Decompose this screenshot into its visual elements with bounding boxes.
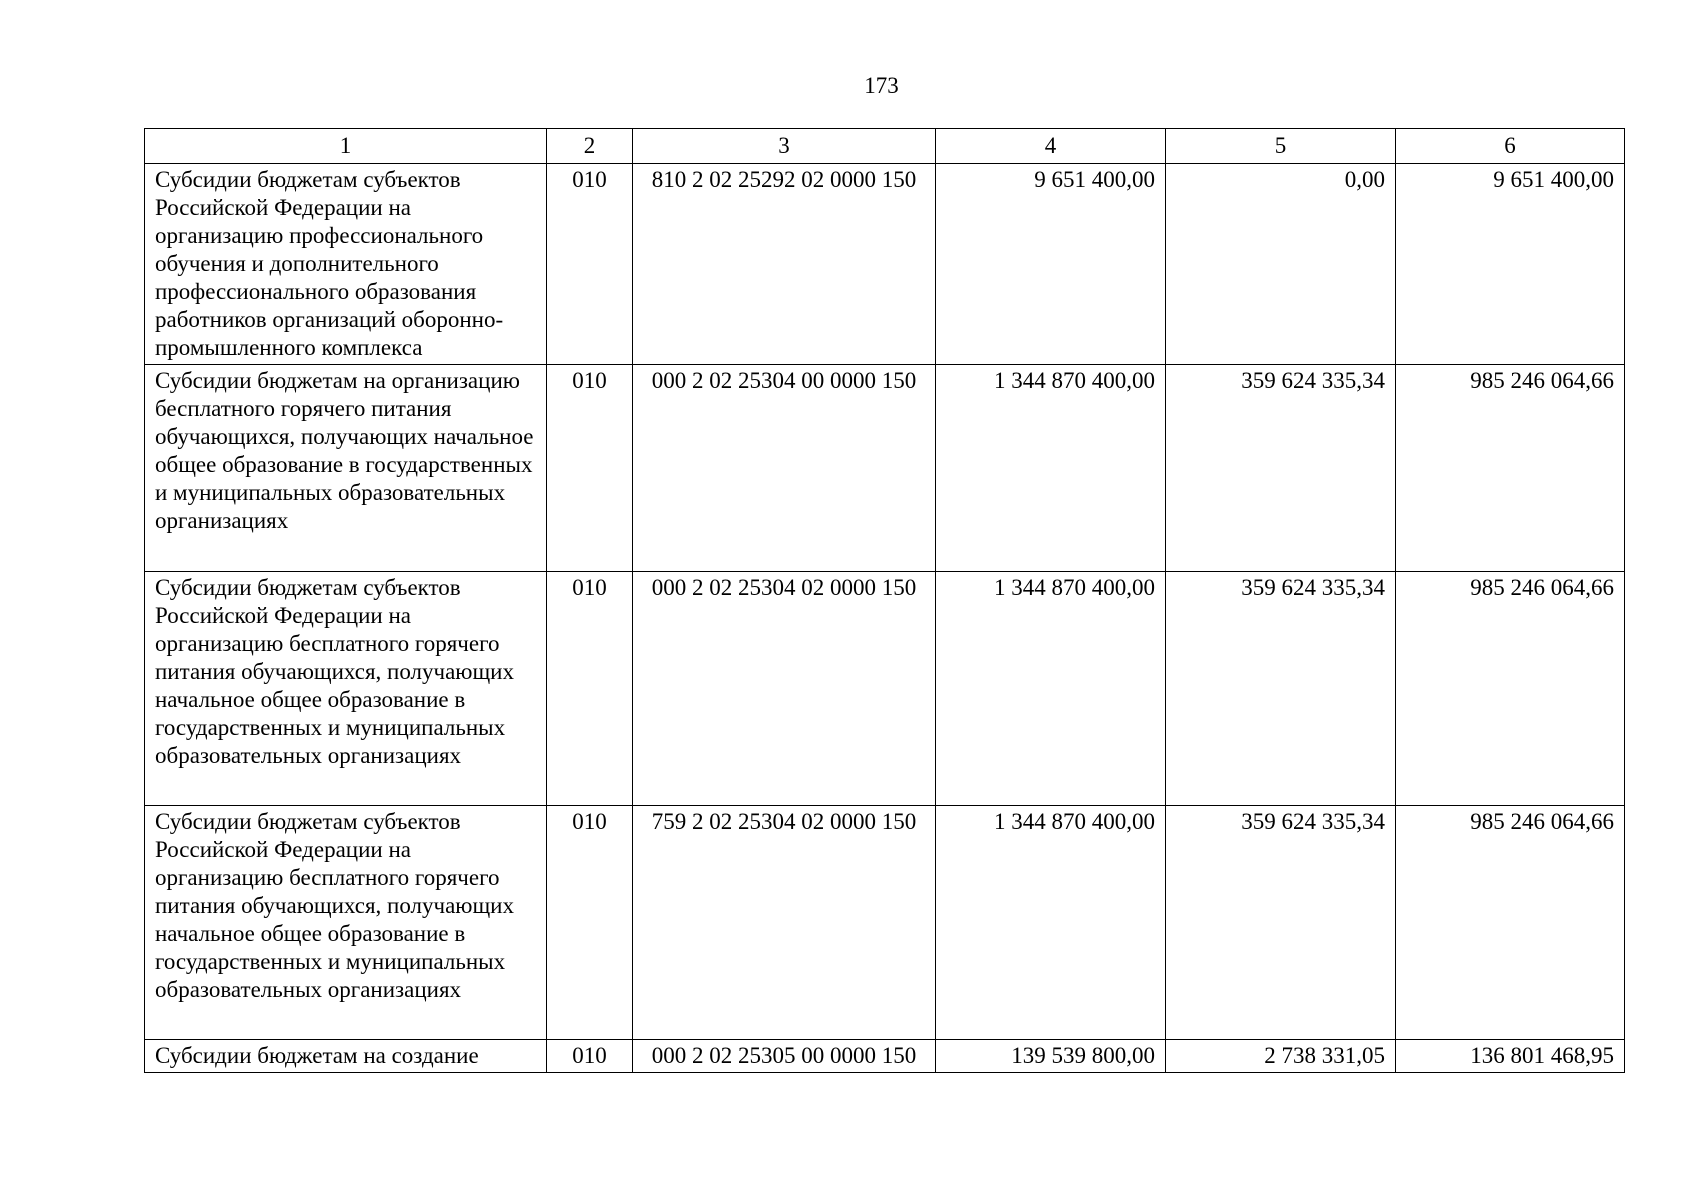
table-row <box>145 1040 1625 1073</box>
table-row <box>145 572 1625 806</box>
column-header: 3 <box>633 129 936 164</box>
table-row <box>145 806 1625 1040</box>
row-description: Субсидии бюджетам на организацию бесплатного горячего питания обучающихся, получающих начальное общее образование в государственных и муниципальных образовательных организациях <box>145 365 547 572</box>
budget-table <box>144 128 1625 1073</box>
row-description: Субсидии бюджетам на создание <box>145 1040 547 1073</box>
table-row <box>145 365 1625 572</box>
row-code: 010 <box>547 164 633 365</box>
row-budget-classification-code: 000 2 02 25304 00 0000 150 <box>633 365 936 572</box>
row-value-col4: 1 344 870 400,00 <box>936 365 1166 572</box>
column-header: 2 <box>547 129 633 164</box>
row-value-col4: 1 344 870 400,00 <box>936 572 1166 806</box>
column-header: 5 <box>1166 129 1396 164</box>
row-value-col5: 2 738 331,05 <box>1166 1040 1396 1073</box>
row-value-col4: 139 539 800,00 <box>936 1040 1166 1073</box>
table-row <box>145 164 1625 365</box>
column-header: 1 <box>145 129 547 164</box>
row-value-col6: 9 651 400,00 <box>1396 164 1625 365</box>
row-code: 010 <box>547 1040 633 1073</box>
row-description: Субсидии бюджетам субъектов Российской Федерации на организацию профессионального обучения и дополнительного профессионального образования работников организаций оборонно-промышленного комплекса <box>145 164 547 365</box>
row-budget-classification-code: 759 2 02 25304 02 0000 150 <box>633 806 936 1040</box>
row-value-col4: 1 344 870 400,00 <box>936 806 1166 1040</box>
row-value-col6: 985 246 064,66 <box>1396 806 1625 1040</box>
column-number-row <box>145 129 1625 164</box>
page-number: 173 <box>864 73 899 98</box>
row-value-col5: 359 624 335,34 <box>1166 806 1396 1040</box>
row-code: 010 <box>547 572 633 806</box>
row-value-col5: 0,00 <box>1166 164 1396 365</box>
column-header: 4 <box>936 129 1166 164</box>
row-value-col6: 985 246 064,66 <box>1396 365 1625 572</box>
row-value-col5: 359 624 335,34 <box>1166 572 1396 806</box>
row-description: Субсидии бюджетам субъектов Российской Федерации на организацию бесплатного горячего питания обучающихся, получающих начальное общее образование в государственных и муниципальных образовательных организациях <box>145 806 547 1040</box>
row-budget-classification-code: 000 2 02 25305 00 0000 150 <box>633 1040 936 1073</box>
row-budget-classification-code: 000 2 02 25304 02 0000 150 <box>633 572 936 806</box>
row-value-col4: 9 651 400,00 <box>936 164 1166 365</box>
column-header: 6 <box>1396 129 1625 164</box>
row-budget-classification-code: 810 2 02 25292 02 0000 150 <box>633 164 936 365</box>
row-value-col6: 985 246 064,66 <box>1396 572 1625 806</box>
row-value-col6: 136 801 468,95 <box>1396 1040 1625 1073</box>
row-description: Субсидии бюджетам субъектов Российской Федерации на организацию бесплатного горячего питания обучающихся, получающих начальное общее образование в государственных и муниципальных образовательных организациях <box>145 572 547 806</box>
row-value-col5: 359 624 335,34 <box>1166 365 1396 572</box>
row-code: 010 <box>547 806 633 1040</box>
row-code: 010 <box>547 365 633 572</box>
